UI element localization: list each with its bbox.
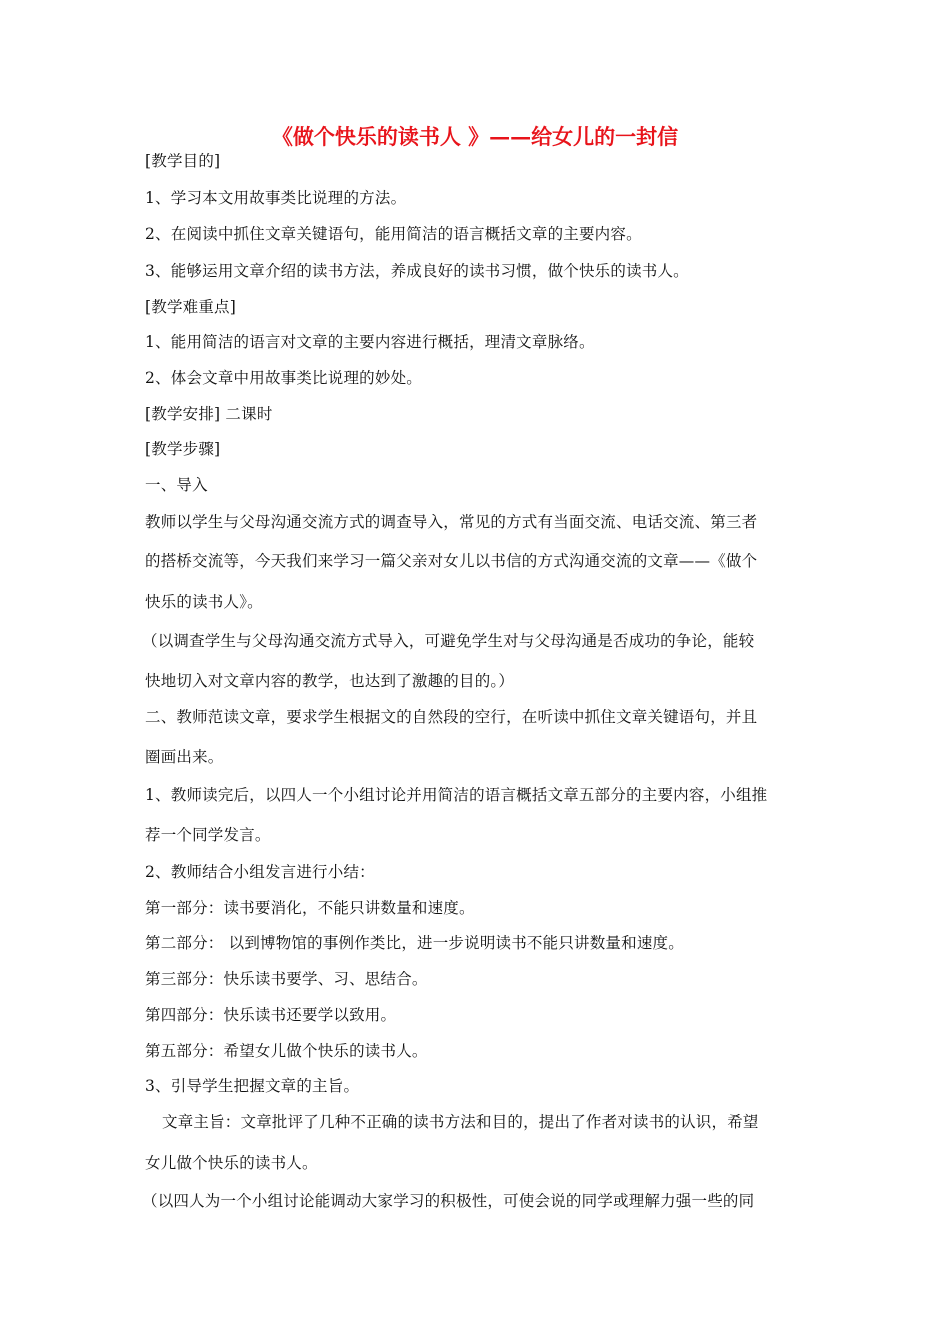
paragraph-line: 荐一个同学发言。 [145,826,271,844]
paragraph-line: 快乐的读书人》。 [145,593,263,611]
paragraph-line: 2、体会文章中用故事类比说理的妙处。 [145,369,422,387]
subheading-introduction: 一、导入 [145,476,208,494]
summary-part-5: 第五部分：希望女儿做个快乐的读书人。 [145,1042,428,1060]
subheading-reading: 二、教师范读文章，要求学生根据文的自然段的空行，在听读中抓住文章关键语句，并且 [145,708,758,726]
paragraph-line: 女儿做个快乐的读书人。 [145,1154,318,1172]
paragraph-line: 1、能用简洁的语言对文章的主要内容进行概括，理清文章脉络。 [145,333,595,351]
paragraph-line: 1、学习本文用故事类比说理的方法。 [145,189,407,207]
summary-part-2: 第二部分： 以到博物馆的事例作类比，进一步说明读书不能只讲数量和速度。 [145,934,684,952]
paragraph-line: 的搭桥交流等，今天我们来学习一篇父亲对女儿以书信的方式沟通交流的文章——《做个 [145,552,758,570]
section-heading-objectives: [教学目的] [145,152,221,170]
paragraph-line: 2、教师结合小组发言进行小结： [145,863,375,881]
paragraph-line: 教师以学生与父母沟通交流方式的调查导入，常见的方式有当面交流、电话交流、第三者 [145,513,758,531]
paragraph-line: 快地切入对文章内容的教学，也达到了激趣的目的。） [145,672,515,690]
paragraph-line: 文章主旨：文章批评了几种不正确的读书方法和目的，提出了作者对读书的认识，希望 [162,1113,759,1131]
summary-part-1: 第一部分：读书要消化，不能只讲数量和速度。 [145,899,475,917]
section-heading-schedule: [教学安排] 二课时 [145,405,273,423]
paragraph-line: （以调查学生与父母沟通交流方式导入，可避免学生对与父母沟通是否成功的争论，能较 [142,632,755,650]
paragraph-line: 1、教师读完后，以四人一个小组讨论并用简洁的语言概括文章五部分的主要内容，小组推 [145,786,768,804]
summary-part-4: 第四部分：快乐读书还要学以致用。 [145,1006,397,1024]
summary-part-3: 第三部分：快乐读书要学、习、思结合。 [145,970,428,988]
paragraph-line: （以四人为一个小组讨论能调动大家学习的积极性，可使会说的同学或理解力强一些的同 [142,1192,755,1210]
section-heading-steps: [教学步骤] [145,440,221,458]
paragraph-line: 3、引导学生把握文章的主旨。 [145,1077,360,1095]
document-title: 《做个快乐的读书人 》——给女儿的一封信 [271,124,679,149]
paragraph-line: 3、能够运用文章介绍的读书方法，养成良好的读书习惯，做个快乐的读书人。 [145,262,689,280]
section-heading-key-points: [教学难重点] [145,298,236,316]
paragraph-line: 圈画出来。 [145,748,224,766]
paragraph-line: 2、在阅读中抓住文章关键语句，能用简洁的语言概括文章的主要内容。 [145,225,642,243]
